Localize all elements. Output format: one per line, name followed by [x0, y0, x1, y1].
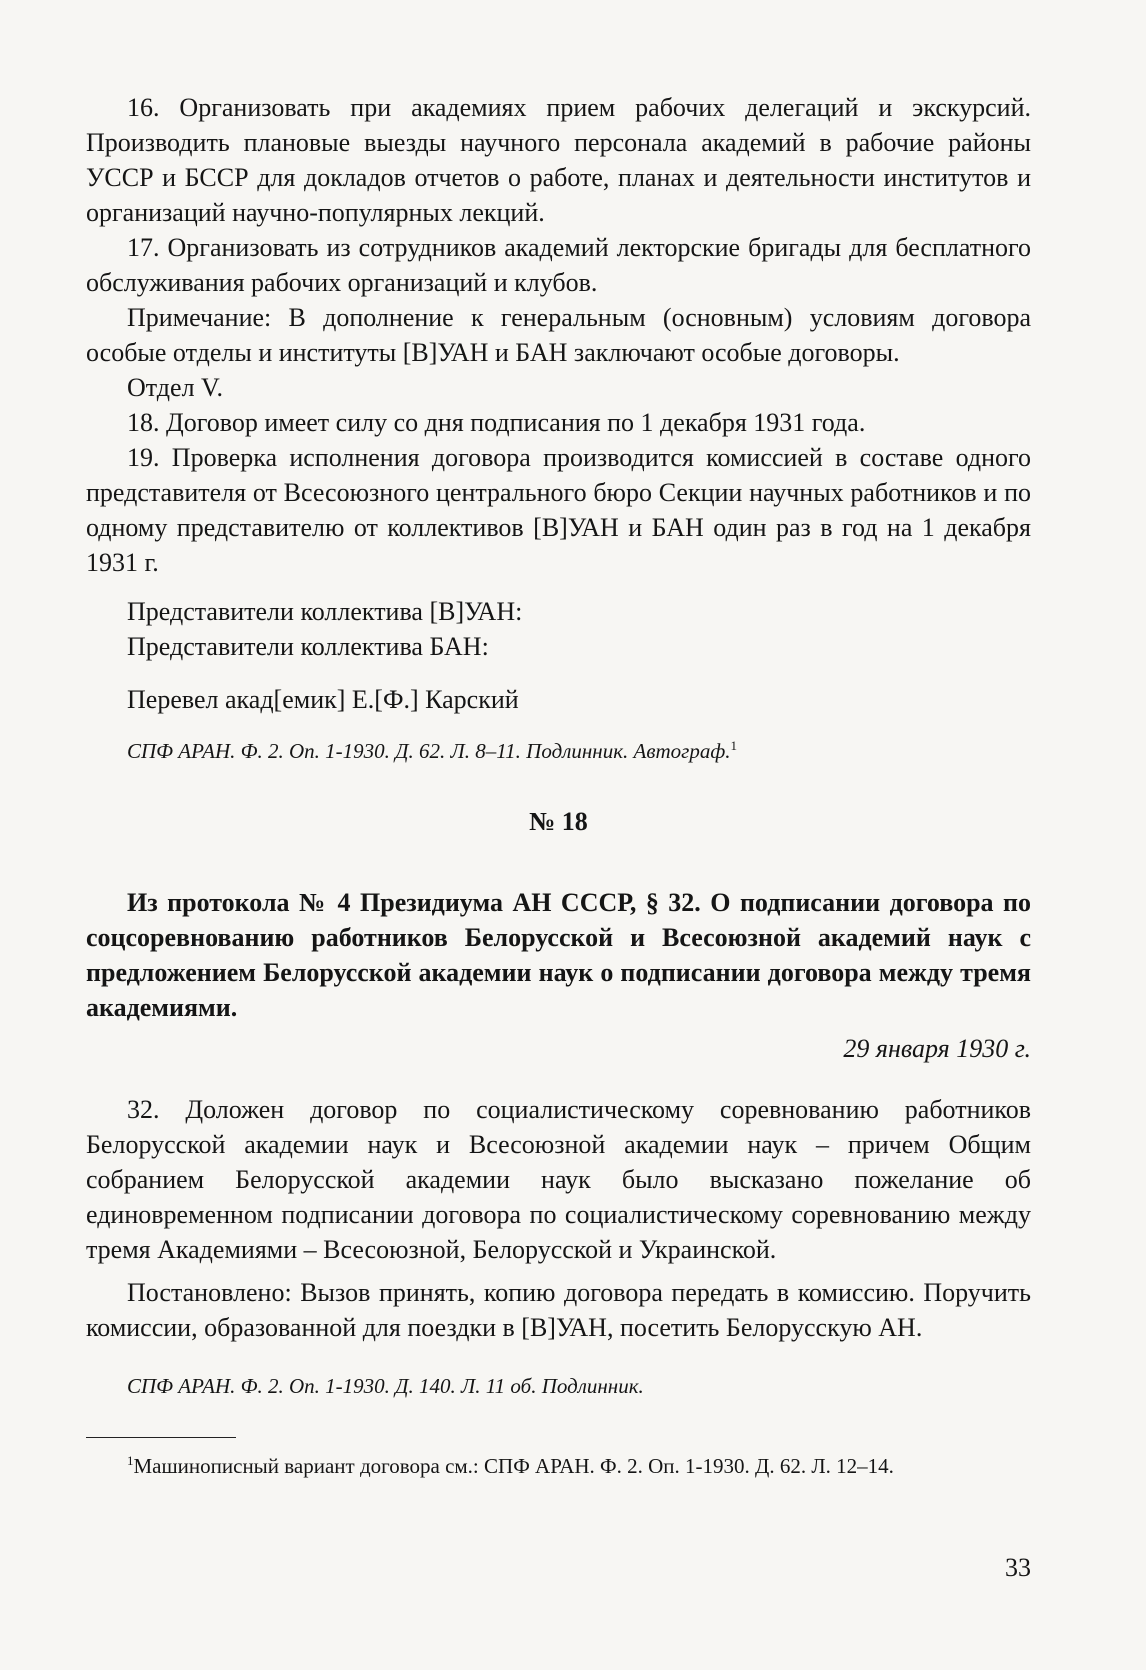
footnote — [86, 1446, 1031, 1481]
footnote-ref: 1 — [730, 738, 737, 753]
document-number: № 18 — [529, 807, 588, 836]
document-date: 29 января 1930 г. — [843, 1034, 1031, 1063]
translator-line: Перевел акад[емик] Е.[Ф.] Карский — [127, 685, 519, 714]
note-paragraph: Примечание: В дополнение к генеральным (основным) условиям договора особые отделы и институты [В]УАН и БАН заключают особые договоры. — [86, 303, 1031, 367]
document-title: Из протокола № 4 Президиума АН СССР, § 32. О подписании договора по соцсоревнованию работников Белорусской и Всесоюзной академий наук с предложением Белорусской академии наук о подписании договора между тремя академиями. — [86, 888, 1031, 1022]
representatives-vuan: Представители коллектива [В]УАН: — [127, 597, 523, 626]
paragraph-18: 18. Договор имеет силу со дня подписания по 1 декабря 1931 года. — [127, 408, 866, 437]
archive-source-2: СПФ АРАН. Ф. 2. Оп. 1-1930. Д. 140. Л. 11 об. Подлинник. — [127, 1374, 644, 1398]
representatives-ban: Представители коллектива БАН: — [127, 632, 489, 661]
paragraph-16: 16. Организовать при академиях прием рабочих делегаций и экскурсий. Производить плановые выезды научного персонала академий в рабочие районы УССР и БССР для докладов отчетов о работе, планах и деятельности институтов и организаций научно-популярных лекций. — [86, 93, 1031, 227]
resolution-paragraph: Постановлено: Вызов принять, копию договора передать в комиссию. Поручить комиссии, образованной для поездки в [В]УАН, посетить Белорусскую АН. — [86, 1278, 1031, 1342]
footnote-divider — [86, 1437, 236, 1438]
section-heading: Отдел V. — [127, 373, 223, 402]
paragraph-19: 19. Проверка исполнения договора производится комиссией в составе одного представителя от Всесоюзного центрального бюро Секции научных работников и по одному представителю от коллективов [В]УАН и БАН один раз в год на 1 декабря 1931 г. — [86, 443, 1031, 577]
paragraph-17: 17. Организовать из сотрудников академий лекторские бригады для бесплатного обслуживания рабочих организаций и клубов. — [86, 233, 1031, 297]
archive-source-1 — [86, 731, 1031, 766]
page-number: 33 — [1005, 1553, 1031, 1582]
paragraph-32: 32. Доложен договор по социалистическому соревнованию работников Белорусской академии наук и Всесоюзной академии наук – причем Общим собранием Белорусской академии наук было высказано пожелание об единовременном подписании договора по социалистическому соревнованию между тремя Академиями – Всесоюзной, Белорусской и Украинской. — [86, 1095, 1031, 1264]
page-body — [86, 90, 1031, 1481]
footnote-mark: 1 — [127, 1453, 134, 1468]
archive-source-1-text: СПФ АРАН. Ф. 2. Оп. 1-1930. Д. 62. Л. 8–11. Подлинник. Автограф. — [127, 739, 731, 763]
footnote-text: Машинописный вариант договора см.: СПФ АРАН. Ф. 2. Оп. 1-1930. Д. 62. Л. 12–14. — [133, 1454, 894, 1478]
